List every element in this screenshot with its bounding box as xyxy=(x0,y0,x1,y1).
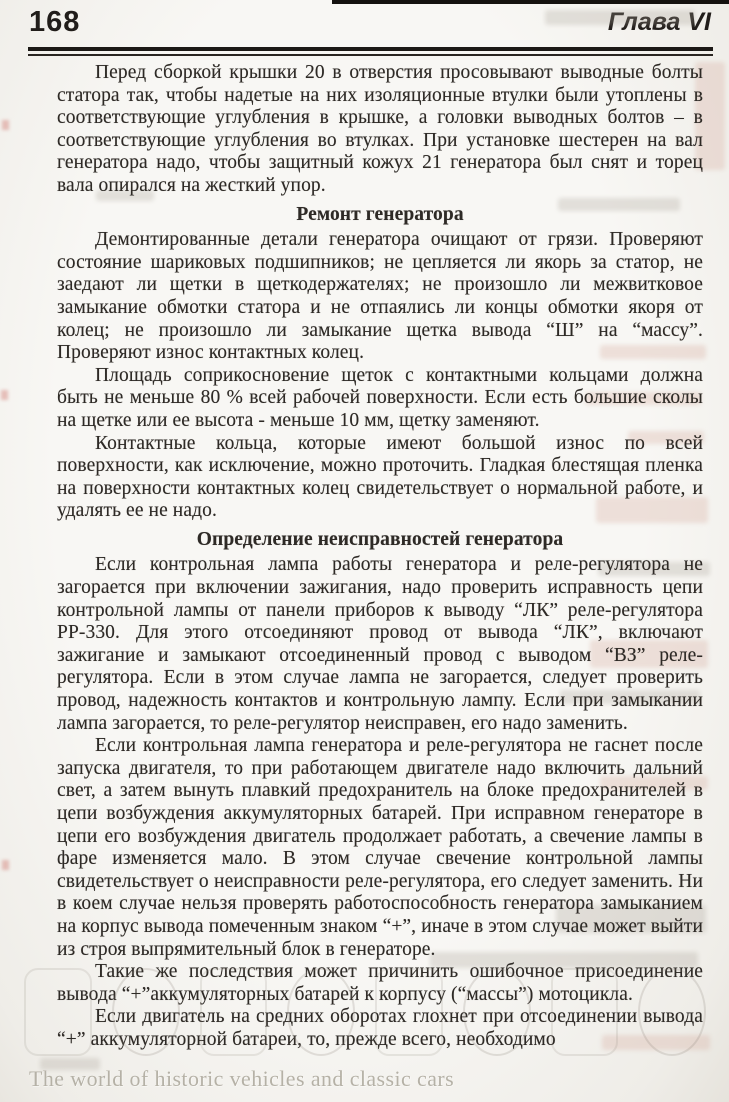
section-heading-faults: Определение неисправностей генератора xyxy=(196,528,564,550)
section-heading-repair: Ремонт генератора xyxy=(296,203,464,225)
paragraph-engine-stalls: Если двигатель на средних оборотах глохнет при отсоединении вывода “+” аккумуляторной батареи, то, прежде всего, необходимо xyxy=(57,1006,703,1050)
edge-mark xyxy=(2,860,9,870)
page-body-text xyxy=(57,62,703,1052)
bleed-through-patch xyxy=(545,10,695,25)
paragraph-brush-area: Площадь соприкосновение щеток с контактными кольцами должна быть не меньше 80 % всей рабочей поверхности. Если есть большие сколы на щетке или ее высота - меньше 10 мм, щетку заменяют. xyxy=(57,364,703,431)
page-number: 168 xyxy=(29,6,81,38)
paragraph-cleaning-check: Демонтированные детали генератора очищают от грязи. Проверяют состояние шариковых подшипников; не цепляется ли якорь за статор, не заедают ли щетки в щеткодержателях; не произошло ли межвитковое замыкание обмотки статора и не отпаялись ли концы обмотки якоря от колец; не произошло ли замыкание щетка вывода “Ш” на “массу”. Проверяют износ контактных колец. xyxy=(57,229,703,364)
watermark-tagline: The world of historic vehicles and classic cars xyxy=(29,1066,455,1091)
paragraph-control-lamp-on: Если контрольная лампа генератора и реле-регулятора не гаснет после запуска двигателя, то при работающем двигателе надо включить дальний свет, а затем вынуть плавкий предохранитель на блоке предохранителей в цепи возбуждения аккумуляторных батарей. При исправном генераторе в цепи его возбуждения двигатель продолжает работать, а свечение лампы в фаре изменяется мало. В этом случае свечение контрольной лампы свидетельствует о неисправности реле-регулятора, его следует заменить. Ни в коем случае нельзя проверять работоспособность генератора замыканием на корпус вывода помеченным знаком “+”, иначе в этом случае может выйти из строя выпрямительный блок в генераторе. xyxy=(57,735,703,960)
paragraph-wrong-connection: Такие же последствия может причинить ошибочное присоединение вывода “+”аккумуляторных батарей к корпусу (“массы”) мотоцикла. xyxy=(57,961,703,1005)
paragraph-control-lamp-off: Если контрольная лампа работы генератора и реле-регулятора не загорается при включении зажигания, надо проверить исправность цепи контрольной лампы от панели приборов к выводу “ЛК” реле-регулятора РР-330. Для этого отсоединяют провод от вывода “ЛК”, включают зажигание и замыкают отсоединенный провод с выводом “ВЗ” реле-регулятора. Если в этом случае лампа не загорается, следует проверить провод, надежность контактов и контрольную лампу. Если при замыкании лампа загорается, то реле-регулятор неисправен, его надо заменить. xyxy=(57,554,703,734)
header-rule-thick xyxy=(28,47,713,51)
chapter-title: Глава VI xyxy=(607,8,711,36)
header-rule-thin xyxy=(28,54,713,56)
paragraph-contact-rings: Контактные кольца, которые имеют большой износ по всей поверхности, как исключение, можно проточить. Гладкая блестящая пленка на поверхности контактных колец свидетельствует о нормальной работе, и удалять ее не надо. xyxy=(57,432,703,522)
edge-mark xyxy=(1,390,8,400)
paragraph-assembly-note: Перед сборкой крышки 20 в отверстия просовывают выводные болты статора так, чтобы надетые на них изоляционные втулки были утоплены в соответствующие углубления в крышке, а головки выводных болтов – в соответствующие углубления во втулках. При установке шестерен на вал генератора надо, чтобы защитный кожух 21 генератора был снят и торец вала опирался на жесткий упор. xyxy=(57,62,703,196)
scan-edge-artifact xyxy=(332,0,729,4)
edge-mark xyxy=(2,120,9,130)
